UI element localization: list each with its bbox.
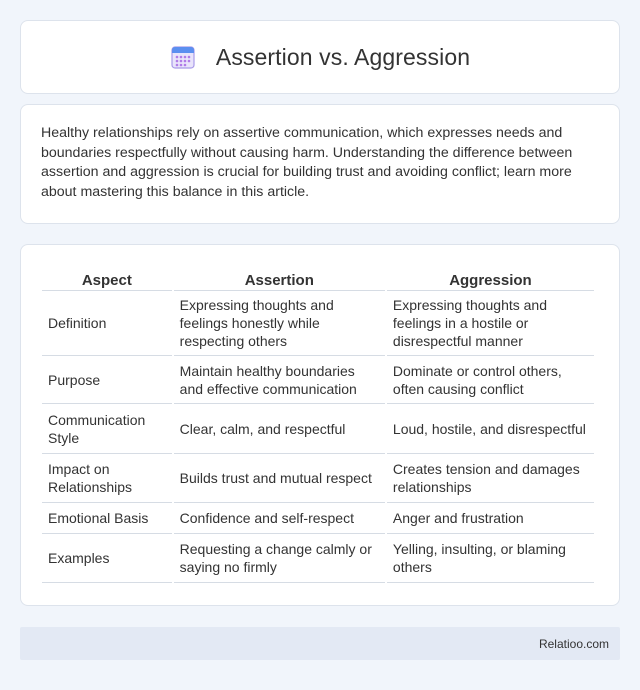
footer-bar <box>20 627 620 660</box>
aspect-cell: Definition <box>42 291 172 356</box>
table-header-row <box>42 265 594 291</box>
table-row <box>42 291 594 356</box>
header-aggression: Aggression <box>387 265 594 291</box>
assertion-cell: Maintain healthy boundaries and effective communication <box>174 356 385 404</box>
header-aspect: Aspect <box>42 265 172 291</box>
comparison-card <box>20 244 620 606</box>
intro-card <box>20 104 620 224</box>
aggression-cell: Dominate or control others, often causing conflict <box>387 356 594 404</box>
header-assertion: Assertion <box>174 265 385 291</box>
table-row <box>42 356 594 404</box>
intro-text: Healthy relationships rely on assertive communication, which expresses needs and boundaries respectfully without causing harm. Understanding the difference between assertion and aggression is crucial for building trust and avoiding conflict; learn more about mastering this balance in this article. <box>41 125 573 200</box>
assertion-cell: Builds trust and mutual respect <box>174 454 385 503</box>
page-title: Assertion vs. Aggression <box>215 43 471 70</box>
footer-brand[interactable]: Relatioo.com <box>538 636 609 651</box>
table-row <box>42 534 594 583</box>
aspect-cell: Purpose <box>42 356 172 404</box>
comparison-table <box>40 265 596 583</box>
calendar-icon <box>170 44 196 70</box>
aggression-cell: Expressing thoughts and feelings in a hostile or disrespectful manner <box>387 291 594 356</box>
assertion-cell: Expressing thoughts and feelings honestly while respecting others <box>174 291 385 356</box>
table-row <box>42 404 594 454</box>
aspect-cell: Emotional Basis <box>42 503 172 534</box>
assertion-cell: Clear, calm, and respectful <box>174 404 385 454</box>
aggression-cell: Anger and frustration <box>387 503 594 534</box>
aggression-cell: Yelling, insulting, or blaming others <box>387 534 594 583</box>
table-row <box>42 454 594 503</box>
aspect-cell: Impact on Relationships <box>42 454 172 503</box>
assertion-cell: Requesting a change calmly or saying no firmly <box>174 534 385 583</box>
assertion-cell: Confidence and self-respect <box>174 503 385 534</box>
aspect-cell: Examples <box>42 534 172 583</box>
aggression-cell: Loud, hostile, and disrespectful <box>387 404 594 454</box>
table-row <box>42 503 594 534</box>
aggression-cell: Creates tension and damages relationships <box>387 454 594 503</box>
aspect-cell: Communication Style <box>42 404 172 454</box>
title-card <box>20 20 620 94</box>
